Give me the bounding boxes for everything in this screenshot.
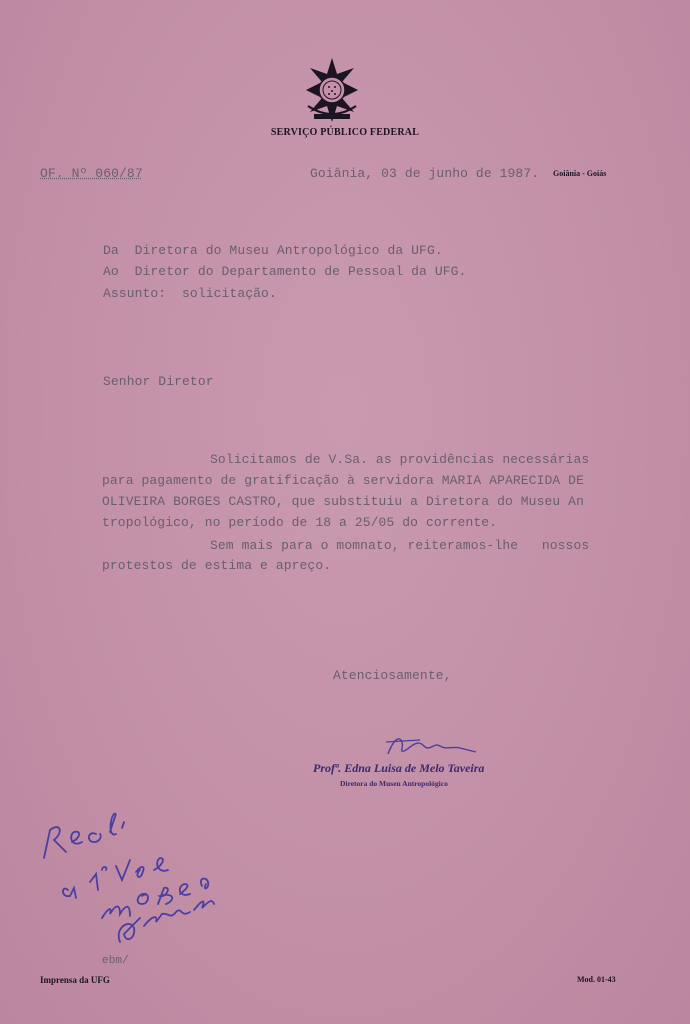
form-code: Mod. 01-43 [577, 975, 616, 984]
letter-date: Goiânia, 03 de junho de 1987. [310, 166, 540, 181]
recipient-line: Ao Diretor do Departamento de Pessoal da UFG. [103, 264, 467, 279]
signatory-name: Profª. Edna Luisa de Melo Taveira [313, 761, 485, 775]
header-title: SERVIÇO PÚBLICO FEDERAL [270, 127, 420, 138]
body-line: tropológico, no período de 18 a 25/05 do corrente. [102, 515, 498, 530]
national-coat-of-arms-icon [298, 56, 366, 124]
subject-line: Assunto: solicitação. [103, 286, 277, 301]
printer-credit: Imprensa da UFG [40, 975, 110, 985]
body-line: Solicitamos de V.Sa. as providências necessárias [210, 452, 590, 467]
printed-city: Goiânia - Goiás [553, 169, 607, 178]
body-line: para pagamento de gratificação à servidora MARIA APARECIDA DE [102, 473, 584, 488]
body-line: OLIVEIRA BORGES CASTRO, que substituiu a Diretora do Museu An [102, 494, 584, 509]
handwritten-receipt-note [30, 808, 230, 958]
salutation: Senhor Diretor [103, 374, 214, 389]
typist-initials: ebm/ [102, 955, 129, 967]
signatory-role: Diretora do Museu Antropológico [340, 779, 448, 788]
sender-line: Da Diretora do Museu Antropológico da UFG. [103, 243, 443, 258]
handwritten-signature [380, 732, 480, 760]
body-line: protestos de estima e apreço. [102, 558, 332, 573]
closing: Atenciosamente, [333, 668, 452, 683]
reference-number: OF. Nº 060/87 [40, 166, 143, 181]
body-line: Sem mais para o momnato, reiteramos-lhe nossos [210, 538, 590, 553]
